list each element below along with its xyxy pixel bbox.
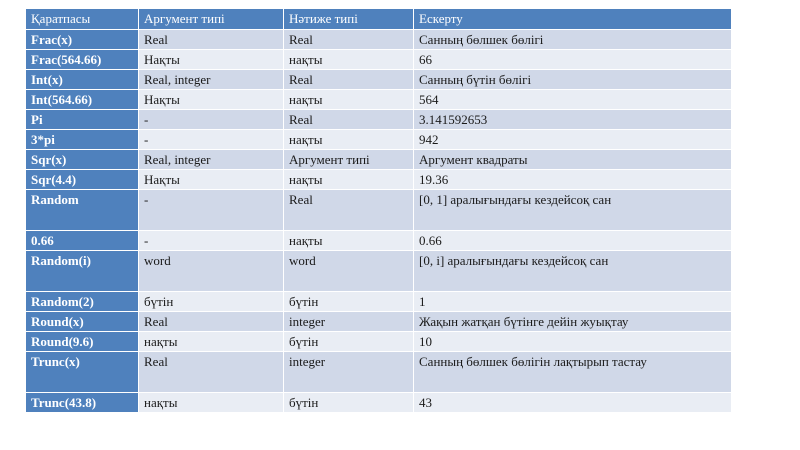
column-header-argument-type: Аргумент типі (139, 9, 284, 30)
row-note: [0, 1] аралығындағы кездейсоқ сан (414, 190, 732, 231)
row-result-type: Real (284, 110, 414, 130)
row-function-name: Int(564.66) (26, 90, 139, 110)
table-row (26, 251, 732, 292)
row-note: 19.36 (414, 170, 732, 190)
table-row (26, 332, 732, 352)
row-function-name: 3*pi (26, 130, 139, 150)
row-note: 0.66 (414, 231, 732, 251)
row-note: 66 (414, 50, 732, 70)
row-argument-type: Real (139, 312, 284, 332)
table-row (26, 190, 732, 231)
row-argument-type: - (139, 110, 284, 130)
row-note: 43 (414, 393, 732, 413)
row-result-type: нақты (284, 50, 414, 70)
row-function-name: Trunc(x) (26, 352, 139, 393)
functions-table (25, 8, 732, 413)
column-header-note: Ескерту (414, 9, 732, 30)
row-argument-type: бүтін (139, 292, 284, 312)
row-function-name: Frac(x) (26, 30, 139, 50)
row-function-name: Frac(564.66) (26, 50, 139, 70)
row-note: 3.141592653 (414, 110, 732, 130)
header-row (26, 9, 732, 30)
row-argument-type: Real (139, 30, 284, 50)
row-argument-type: нақты (139, 332, 284, 352)
row-result-type: integer (284, 352, 414, 393)
row-result-type: нақты (284, 130, 414, 150)
row-argument-type: Нақты (139, 90, 284, 110)
row-argument-type: нақты (139, 393, 284, 413)
table-row (26, 70, 732, 90)
row-function-name: 0.66 (26, 231, 139, 251)
row-argument-type: Real, integer (139, 70, 284, 90)
table-row (26, 30, 732, 50)
row-function-name: Round(x) (26, 312, 139, 332)
row-function-name: Pi (26, 110, 139, 130)
table-row (26, 50, 732, 70)
row-result-type: нақты (284, 90, 414, 110)
row-argument-type: - (139, 190, 284, 231)
row-note: 942 (414, 130, 732, 150)
table-row (26, 312, 732, 332)
row-result-type: нақты (284, 170, 414, 190)
row-function-name: Sqr(x) (26, 150, 139, 170)
row-note: 564 (414, 90, 732, 110)
row-function-name: Int(x) (26, 70, 139, 90)
column-header-result-type: Нәтиже типі (284, 9, 414, 30)
table-row (26, 150, 732, 170)
row-result-type: integer (284, 312, 414, 332)
row-argument-type: word (139, 251, 284, 292)
row-note: Аргумент квадраты (414, 150, 732, 170)
table-row (26, 170, 732, 190)
row-result-type: Аргумент типі (284, 150, 414, 170)
table-body (26, 30, 732, 413)
row-function-name: Random(i) (26, 251, 139, 292)
row-function-name: Round(9.6) (26, 332, 139, 352)
row-note: Санның бөлшек бөлігін лақтырып тастау (414, 352, 732, 393)
row-argument-type: - (139, 130, 284, 150)
table-row (26, 231, 732, 251)
row-result-type: Real (284, 30, 414, 50)
table-row (26, 90, 732, 110)
row-argument-type: Real, integer (139, 150, 284, 170)
row-function-name: Trunc(43.8) (26, 393, 139, 413)
row-result-type: бүтін (284, 393, 414, 413)
row-note: [0, i] аралығындағы кездейсоқ сан (414, 251, 732, 292)
row-argument-type: Нақты (139, 170, 284, 190)
row-argument-type: - (139, 231, 284, 251)
row-result-type: word (284, 251, 414, 292)
row-result-type: Real (284, 190, 414, 231)
column-header-name: Қаратпасы (26, 9, 139, 30)
row-function-name: Sqr(4.4) (26, 170, 139, 190)
row-result-type: бүтін (284, 292, 414, 312)
row-result-type: бүтін (284, 332, 414, 352)
table-row (26, 110, 732, 130)
row-argument-type: Нақты (139, 50, 284, 70)
table-row (26, 352, 732, 393)
row-note: 10 (414, 332, 732, 352)
row-function-name: Random(2) (26, 292, 139, 312)
table-header (26, 9, 732, 30)
row-note: Санның бүтін бөлігі (414, 70, 732, 90)
row-note: 1 (414, 292, 732, 312)
row-result-type: нақты (284, 231, 414, 251)
row-note: Жақын жатқан бүтінге дейін жуықтау (414, 312, 732, 332)
row-result-type: Real (284, 70, 414, 90)
row-note: Санның бөлшек бөлігі (414, 30, 732, 50)
row-argument-type: Real (139, 352, 284, 393)
row-function-name: Random (26, 190, 139, 231)
table-row (26, 292, 732, 312)
table-row (26, 130, 732, 150)
table-row (26, 393, 732, 413)
